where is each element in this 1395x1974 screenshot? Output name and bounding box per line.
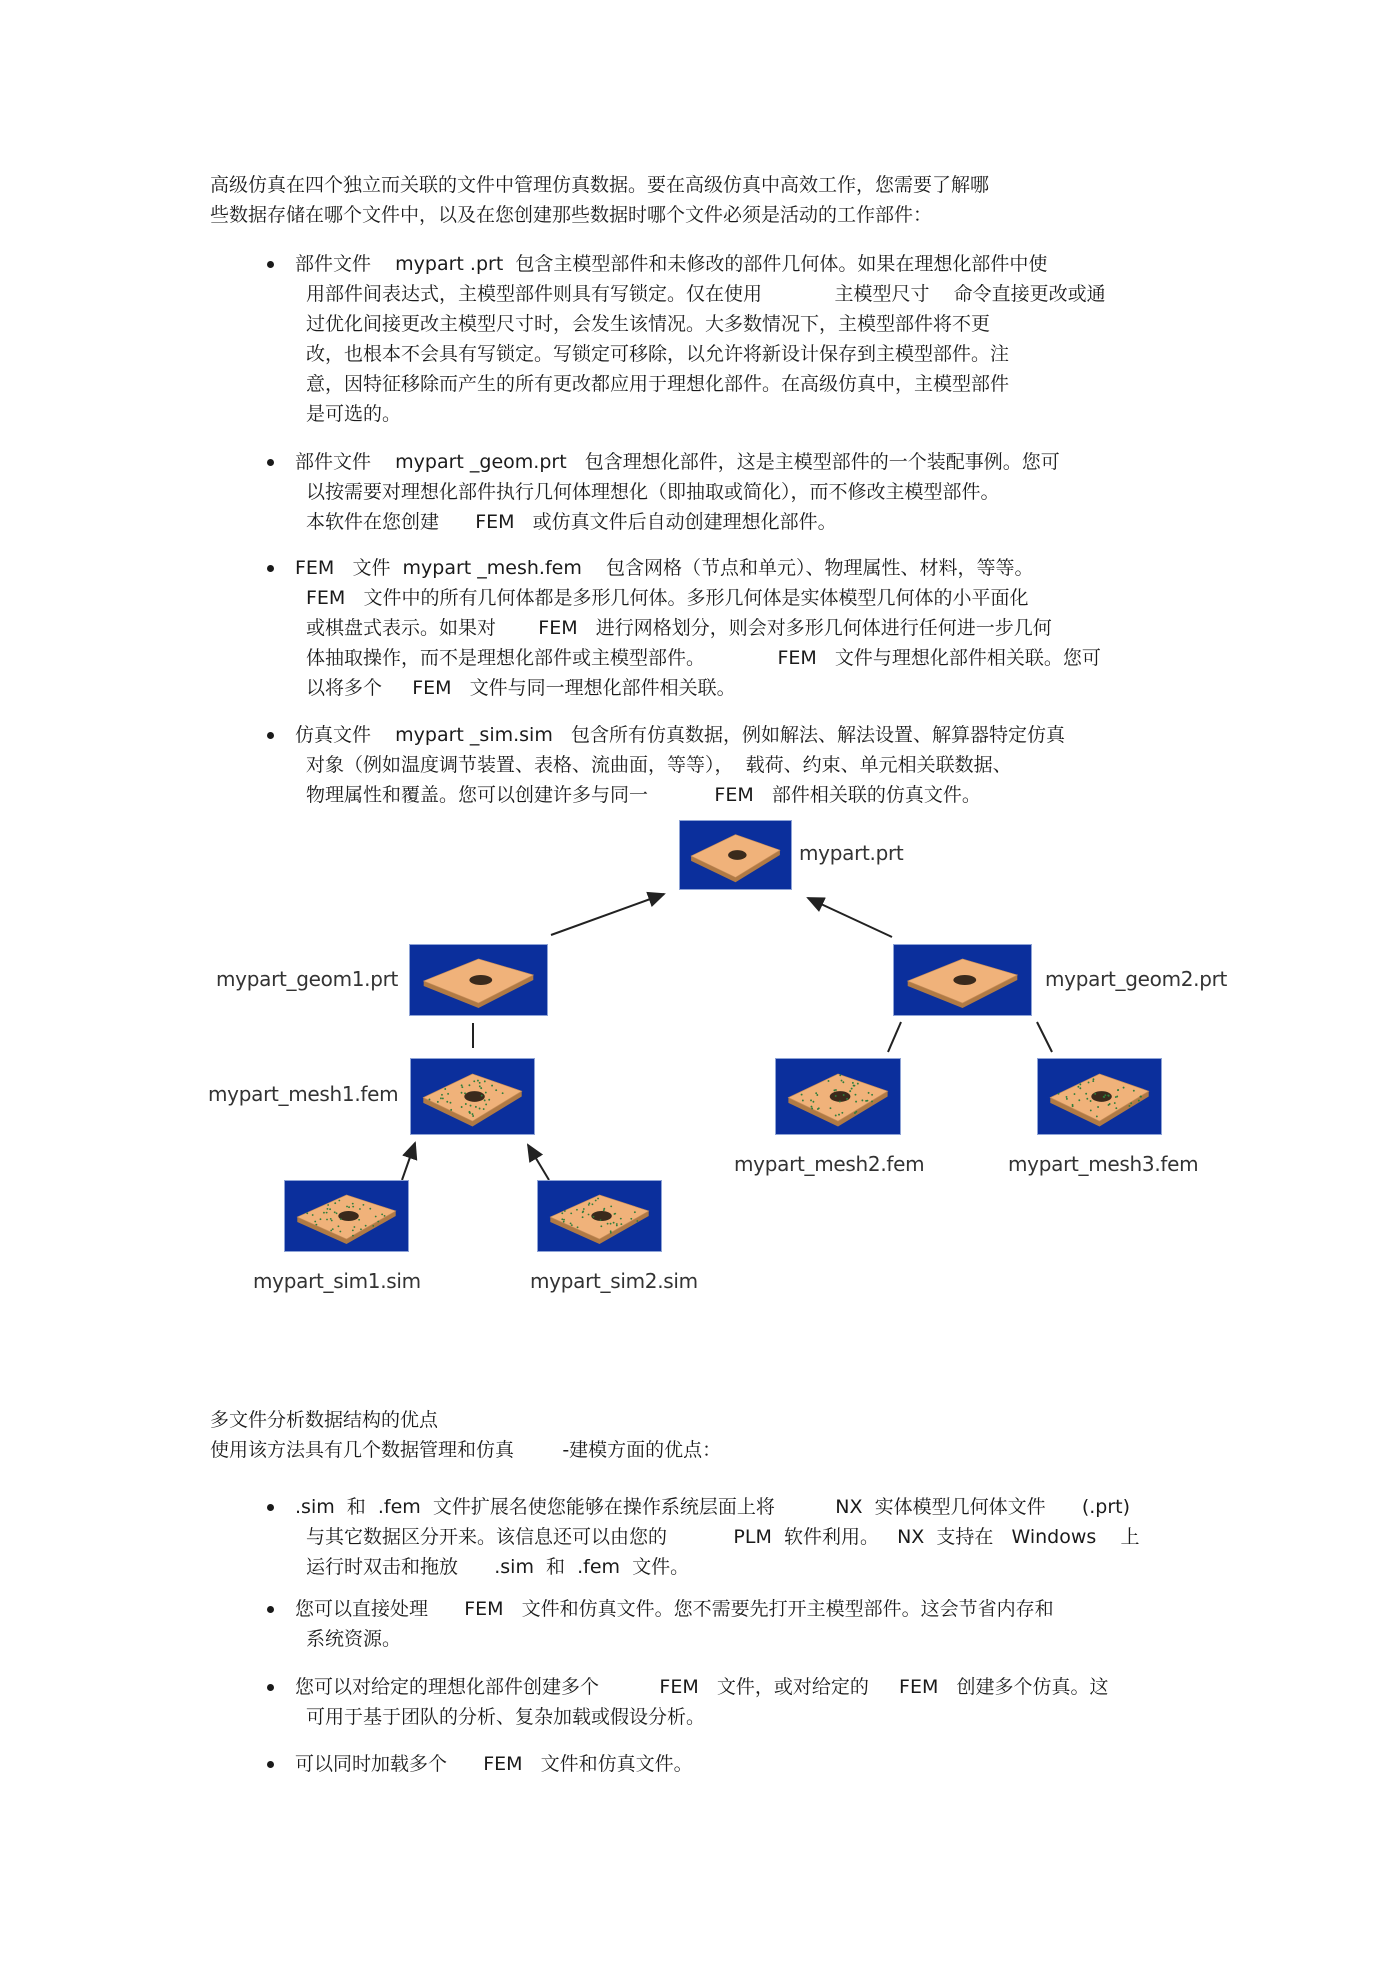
mesh-node <box>841 1080 843 1082</box>
mesh-node <box>375 1216 377 1218</box>
mesh-node <box>582 1211 584 1213</box>
bullet-sim <box>270 720 1230 810</box>
mesh-node <box>1093 1078 1095 1080</box>
mesh-node <box>634 1211 636 1213</box>
mesh-node <box>812 1101 814 1103</box>
intro-line: 些数据存储在哪个文件中，以及在您创建那些数据时哪个文件必须是活动的工作部件： <box>210 204 933 226</box>
mesh-node <box>334 1202 336 1204</box>
mesh-node <box>871 1094 873 1096</box>
mesh-node <box>327 1208 329 1210</box>
mesh-node <box>610 1230 612 1232</box>
mesh-node <box>461 1092 463 1094</box>
bullet-line: 可用于基于团队的分析、复杂加载或假设分析。 <box>306 1706 706 1728</box>
mesh-node <box>570 1213 572 1215</box>
mesh-node <box>1108 1095 1110 1097</box>
mesh-node <box>461 1084 463 1086</box>
mesh-node <box>484 1080 486 1082</box>
mesh-node <box>360 1228 362 1230</box>
mesh-node <box>630 1218 632 1220</box>
mesh-node <box>854 1112 856 1114</box>
mesh-node <box>353 1226 355 1228</box>
mesh-node <box>835 1115 837 1117</box>
thumb-mesh1 <box>410 1058 535 1135</box>
mesh-node <box>1103 1096 1105 1098</box>
mesh-node <box>346 1206 348 1208</box>
bullet-line: 与其它数据区分开来。该信息还可以由您的 PLM 软件利用。 NX 支持在 Windows 上 <box>306 1526 1140 1548</box>
mesh-node <box>865 1100 867 1102</box>
mesh-node <box>1129 1105 1131 1107</box>
mesh-node <box>1114 1102 1116 1104</box>
mesh-node <box>830 1107 832 1109</box>
mesh-node <box>1133 1090 1135 1092</box>
mesh-node <box>369 1208 371 1210</box>
mesh-node <box>495 1089 497 1091</box>
mesh-node <box>331 1220 333 1222</box>
plate-hole <box>591 1211 612 1221</box>
mesh-node <box>620 1218 622 1220</box>
connector-geom2-mesh2 <box>888 1022 901 1052</box>
mesh-node <box>843 1094 845 1096</box>
mesh-node <box>381 1214 383 1216</box>
mesh-node <box>330 1218 332 1220</box>
connector-geom1-root <box>551 894 664 935</box>
mesh-node <box>811 1106 813 1108</box>
mesh-node <box>483 1108 485 1110</box>
mesh-node <box>473 1080 475 1082</box>
advantages-heading: 多文件分析数据结构的优点 <box>210 1409 439 1431</box>
mesh-node <box>481 1095 483 1097</box>
plate-thumbnail-icon <box>776 1059 900 1134</box>
mesh-node <box>450 1102 452 1104</box>
mesh-node <box>372 1225 374 1227</box>
mesh-node <box>332 1228 334 1230</box>
plate-hole <box>830 1091 851 1102</box>
mesh-node <box>475 1106 477 1108</box>
mesh-node <box>352 1230 354 1232</box>
mesh-node <box>583 1208 585 1210</box>
node-label-mesh3: mypart_mesh3.fem <box>1008 1152 1199 1176</box>
thumb-mesh2 <box>775 1058 901 1135</box>
mesh-node <box>816 1094 818 1096</box>
mesh-node <box>479 1108 481 1110</box>
bullet-icon <box>267 565 274 572</box>
mesh-node <box>593 1216 595 1218</box>
mesh-node <box>358 1219 360 1221</box>
mesh-node <box>592 1203 594 1205</box>
mesh-node <box>334 1211 336 1213</box>
bullet-icon <box>267 1504 274 1511</box>
mesh-node <box>838 1114 840 1116</box>
plate-thumbnail-icon <box>410 945 547 1015</box>
mesh-node <box>469 1084 471 1086</box>
thumb-geom1 <box>409 944 548 1016</box>
advantages-section <box>210 1405 1210 1465</box>
bullet-line: 仿真文件 mypart _sim.sim 包含所有仿真数据，例如解法、解法设置、解算器特定仿真 <box>295 724 1065 746</box>
mesh-node <box>1117 1089 1119 1091</box>
mesh-node <box>1138 1100 1140 1102</box>
mesh-node <box>614 1213 616 1215</box>
mesh-node <box>588 1214 590 1216</box>
mesh-node <box>442 1097 444 1099</box>
mesh-node <box>429 1099 431 1101</box>
mesh-node <box>810 1099 812 1101</box>
mesh-node <box>337 1225 339 1227</box>
mesh-node <box>365 1225 367 1227</box>
plate-thumbnail-icon <box>680 821 791 889</box>
mesh-node <box>440 1097 442 1099</box>
plate-thumbnail-icon <box>538 1181 661 1251</box>
mesh-node <box>485 1103 487 1105</box>
mesh-node <box>1072 1105 1074 1107</box>
mesh-node <box>320 1218 322 1220</box>
mesh-node <box>852 1082 854 1084</box>
mesh-node <box>1066 1098 1068 1100</box>
mesh-node <box>312 1214 314 1216</box>
mesh-node <box>817 1108 819 1110</box>
plate-hole <box>728 850 747 860</box>
mesh-node <box>835 1095 837 1097</box>
thumb-root <box>679 820 792 890</box>
mesh-node <box>1074 1093 1076 1095</box>
mesh-node <box>1085 1093 1087 1095</box>
mesh-node <box>600 1225 602 1227</box>
bullet-line: 部件文件 mypart .prt 包含主模型部件和未修改的部件几何体。如果在理想化部件中使 <box>295 253 1048 275</box>
mesh-node <box>329 1208 331 1210</box>
mesh-node <box>339 1231 341 1233</box>
bullet-geom <box>270 447 1230 537</box>
mesh-node <box>464 1092 466 1094</box>
bullet-line: .sim 和 .fem 文件扩展名使您能够在操作系统层面上将 NX 实体模型几何体文件 (.prt) <box>295 1496 1131 1518</box>
mesh-node <box>603 1209 605 1211</box>
mesh-node <box>595 1200 597 1202</box>
mesh-node <box>636 1220 638 1222</box>
mesh-node <box>1090 1109 1092 1111</box>
node-label-sim2: mypart_sim2.sim <box>530 1269 698 1293</box>
mesh-node <box>461 1086 463 1088</box>
mesh-node <box>470 1105 472 1107</box>
mesh-node <box>828 1080 830 1082</box>
bullet-line: 物理属性和覆盖。您可以创建许多与同一 FEM 部件相关联的仿真文件。 <box>306 784 981 806</box>
node-label-mesh2: mypart_mesh2.fem <box>734 1152 925 1176</box>
bullet-line: FEM 文件 mypart _mesh.fem 包含网格（节点和单元）、物理属性、材料，等等。 <box>295 557 1034 579</box>
mesh-node <box>871 1100 873 1102</box>
mesh-node <box>1079 1087 1081 1089</box>
mesh-node <box>1109 1103 1111 1105</box>
plate-hole <box>469 975 492 985</box>
mesh-node <box>491 1085 493 1087</box>
thumb-sim1 <box>284 1180 409 1252</box>
mesh-node <box>338 1200 340 1202</box>
mesh-node <box>1086 1098 1088 1100</box>
mesh-node <box>326 1212 328 1214</box>
mesh-node <box>600 1219 602 1221</box>
mesh-node <box>437 1101 439 1103</box>
mesh-node <box>461 1106 463 1108</box>
mesh-node <box>571 1224 573 1226</box>
mesh-node <box>570 1223 572 1225</box>
mesh-node <box>588 1202 590 1204</box>
mesh-node <box>352 1206 354 1208</box>
mesh-node <box>1058 1093 1060 1095</box>
mesh-node <box>315 1224 317 1226</box>
node-label-sim1: mypart_sim1.sim <box>253 1269 421 1293</box>
mesh-node <box>851 1088 853 1090</box>
mesh-node <box>855 1094 857 1096</box>
mesh-node <box>597 1198 599 1200</box>
advantage-bullet-load <box>270 1749 1230 1779</box>
bullet-line: 是可选的。 <box>306 403 402 425</box>
mesh-node <box>613 1222 615 1224</box>
connector-geom2-mesh3 <box>1037 1022 1052 1052</box>
mesh-node <box>839 1074 841 1076</box>
mesh-node <box>841 1112 843 1114</box>
connector-sim1-mesh1 <box>402 1143 415 1180</box>
mesh-node <box>846 1098 848 1100</box>
mesh-node <box>1079 1083 1081 1085</box>
mesh-node <box>1096 1115 1098 1117</box>
mesh-node <box>362 1204 364 1206</box>
thumb-sim2 <box>537 1180 662 1252</box>
mesh-node <box>855 1101 857 1103</box>
mesh-node <box>444 1088 446 1090</box>
bullet-line: 改，也根本不会具有写锁定。写锁定可移除，以允许将新设计保存到主模型部件。注 <box>306 343 1010 365</box>
mesh-node <box>849 1090 851 1092</box>
bullet-line: 运行时双击和拖放 .sim 和 .fem 文件。 <box>306 1556 690 1578</box>
mesh-node <box>1094 1093 1096 1095</box>
bullet-line: 部件文件 mypart _geom.prt 包含理想化部件，这是主模型部件的一个装配事例。您可 <box>295 451 1060 473</box>
mesh-node <box>801 1094 803 1096</box>
mesh-node <box>1077 1086 1079 1088</box>
mesh-node <box>1090 1100 1092 1102</box>
bullet-icon <box>267 261 274 268</box>
node-label-geom2: mypart_geom2.prt <box>1045 967 1228 991</box>
mesh-node <box>479 1082 481 1084</box>
mesh-node <box>450 1109 452 1111</box>
mesh-node <box>348 1206 350 1208</box>
mesh-node <box>323 1212 325 1214</box>
mesh-node <box>564 1210 566 1212</box>
mesh-node <box>576 1209 578 1211</box>
bullet-line: 系统资源。 <box>306 1628 402 1650</box>
mesh-node <box>340 1218 342 1220</box>
bullet-prt <box>270 249 1230 429</box>
mesh-node <box>377 1221 379 1223</box>
mesh-node <box>1066 1096 1068 1098</box>
connector-sim2-mesh1 <box>528 1145 549 1180</box>
mesh-node <box>620 1223 622 1225</box>
mesh-node <box>1078 1099 1080 1101</box>
bullet-line: 以按需要对理想化部件执行几何体理想化（即抽取或简化），而不修改主模型部件。 <box>306 481 1000 503</box>
mesh-node <box>861 1099 863 1101</box>
mesh-node <box>1115 1107 1117 1109</box>
bullet-line: 您可以直接处理 FEM 文件和仿真文件。您不需要先打开主模型部件。这会节省内存和 <box>295 1598 1054 1620</box>
bullet-line: 本软件在您创建 FEM 或仿真文件后自动创建理想化部件。 <box>306 511 837 533</box>
thumb-geom2 <box>893 944 1032 1016</box>
node-label-mesh1: mypart_mesh1.fem <box>208 1082 399 1106</box>
mesh-node <box>1123 1087 1125 1089</box>
mesh-node <box>616 1223 618 1225</box>
mesh-node <box>610 1223 612 1225</box>
mesh-node <box>1092 1080 1094 1082</box>
mesh-node <box>472 1113 474 1115</box>
mesh-node <box>802 1100 804 1102</box>
mesh-node <box>469 1112 471 1114</box>
mesh-node <box>314 1221 316 1223</box>
mesh-node <box>588 1204 590 1206</box>
mesh-node <box>815 1092 817 1094</box>
bullet-line: 或棋盘式表示。如果对 FEM 进行网格划分，则会对多形几何体进行任何进一步几何 <box>306 617 1052 639</box>
mesh-node <box>1097 1106 1099 1108</box>
mesh-node <box>577 1226 579 1228</box>
mesh-node <box>561 1218 563 1220</box>
bullet-icon <box>267 459 274 466</box>
mesh-node <box>446 1101 448 1103</box>
mesh-node <box>326 1219 328 1221</box>
bullet-line: 您可以对给定的理想化部件创建多个 FEM 文件，或对给定的 FEM 创建多个仿真。这 <box>295 1676 1109 1698</box>
mesh-node <box>488 1099 490 1101</box>
thumb-mesh3 <box>1037 1058 1162 1135</box>
mesh-node <box>610 1206 612 1208</box>
advantage-bullet-direct <box>270 1594 1230 1654</box>
intro-line: 高级仿真在四个独立而关联的文件中管理仿真数据。要在高级仿真中高效工作，您需要了解哪 <box>210 174 990 196</box>
connector-geom2-root <box>808 898 892 937</box>
bullet-line: 体抽取操作，而不是理想化部件或主模型部件。 FEM 文件与理想化部件相关联。您可 <box>306 647 1101 669</box>
bullet-line: 对象（例如温度调节装置、表格、流曲面，等等）， 载荷、约束、单元相关联数据、 <box>306 754 1012 776</box>
mesh-node <box>868 1092 870 1094</box>
bullet-line: 过优化间接更改主模型尺寸时，会发生该情况。大多数情况下，主模型部件将不更 <box>306 313 991 335</box>
plate-hole <box>953 975 976 985</box>
mesh-node <box>563 1221 565 1223</box>
bullet-icon <box>267 1606 274 1613</box>
mesh-node <box>811 1108 813 1110</box>
mesh-node <box>854 1085 856 1087</box>
mesh-node <box>502 1092 504 1094</box>
mesh-node <box>842 1081 844 1083</box>
mesh-node <box>563 1219 565 1221</box>
mesh-node <box>465 1103 467 1105</box>
plate-thumbnail-icon <box>411 1059 534 1134</box>
advantages-intro: 使用该方法具有几个数据管理和仿真 -建模方面的优点： <box>210 1439 722 1461</box>
bullet-icon <box>267 732 274 739</box>
mesh-node <box>336 1212 338 1214</box>
mesh-node <box>485 1092 487 1094</box>
bullet-line: 意，因特征移除而产生的所有更改都应用于理想化部件。在高级仿真中，主模型部件 <box>306 373 1010 395</box>
plate-thumbnail-icon <box>894 945 1031 1015</box>
mesh-node <box>1116 1096 1118 1098</box>
bullet-line: FEM 文件中的所有几何体都是多形几何体。多形几何体是实体模型几何体的小平面化 <box>306 587 1029 609</box>
mesh-node <box>1088 1082 1090 1084</box>
bullet-line: 以将多个 FEM 文件与同一理想化部件相关联。 <box>306 677 736 699</box>
bullet-line: 用部件间表达式，主模型部件则具有写锁定。仅在使用 主模型尺寸 命令直接更改或通 <box>306 283 1106 305</box>
mesh-node <box>479 1085 481 1087</box>
mesh-node <box>441 1094 443 1096</box>
mesh-node <box>327 1204 329 1206</box>
mesh-node <box>477 1080 479 1082</box>
mesh-node <box>561 1212 563 1214</box>
mesh-node <box>1104 1094 1106 1096</box>
mesh-node <box>306 1212 308 1214</box>
mesh-node <box>352 1203 354 1205</box>
node-label-geom1: mypart_geom1.prt <box>216 967 399 991</box>
mesh-node <box>1130 1102 1132 1104</box>
mesh-node <box>582 1216 584 1218</box>
mesh-node <box>480 1087 482 1089</box>
plate-thumbnail-icon <box>1038 1059 1161 1134</box>
mesh-node <box>384 1215 386 1217</box>
bullet-mesh <box>270 553 1230 703</box>
mesh-node <box>359 1208 361 1210</box>
mesh-node <box>330 1230 332 1232</box>
mesh-node <box>607 1223 609 1225</box>
node-label-root: mypart.prt <box>799 841 904 865</box>
mesh-node <box>1140 1096 1142 1098</box>
bullet-icon <box>267 1761 274 1768</box>
mesh-node <box>484 1099 486 1101</box>
mesh-node <box>833 1089 835 1091</box>
mesh-node <box>839 1101 841 1103</box>
plate-thumbnail-icon <box>285 1181 408 1251</box>
advantage-bullet-extensions <box>270 1492 1230 1582</box>
mesh-node <box>472 1115 474 1117</box>
mesh-node <box>857 1083 859 1085</box>
bullet-line: 可以同时加载多个 FEM 文件和仿真文件。 <box>295 1753 693 1775</box>
mesh-node <box>352 1235 354 1237</box>
mesh-node <box>447 1093 449 1095</box>
bullet-icon <box>267 1684 274 1691</box>
advantage-bullet-multiple <box>270 1672 1230 1732</box>
intro-paragraph <box>210 170 1210 230</box>
